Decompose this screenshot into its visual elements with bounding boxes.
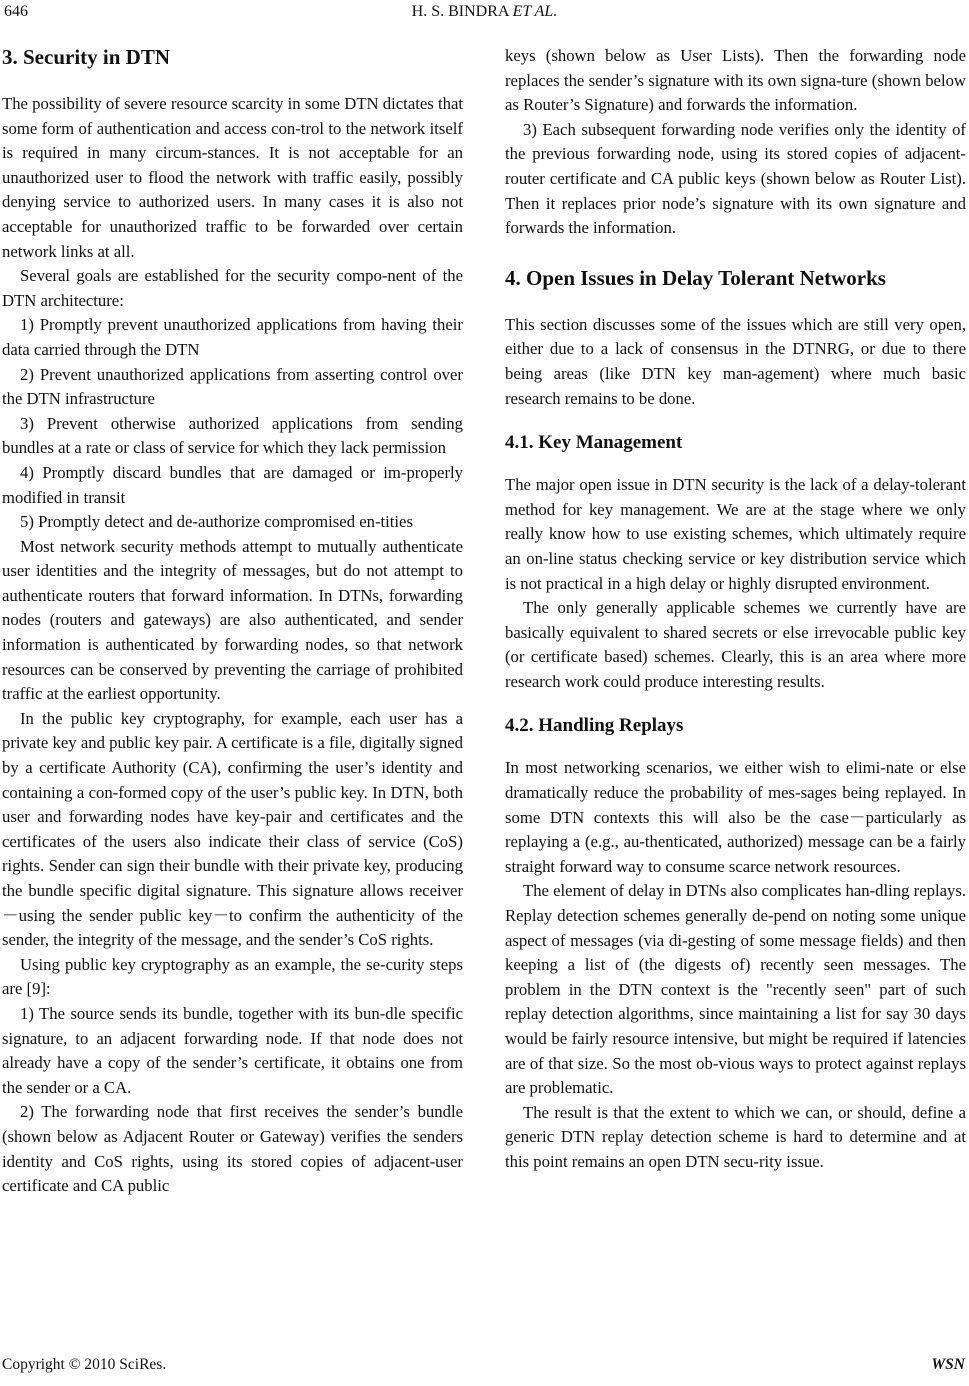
paragraph: Several goals are established for the security compo-nent of the DTN architecture: [2,266,463,310]
paragraph: keys (shown below as User Lists). Then the forwarding node replaces the sender’s signature with its own signa-ture (shown below as Router’s Signature) and forwards the information. [505,46,966,115]
section-4-1-title: 4.1. Key Management [505,432,683,454]
list-item: 3) Prevent otherwise authorized applications from sending bundles at a rate or class of service for which they lack permission [2,413,463,458]
list-item: 1) Promptly prevent unauthorized applications from having their data carried through the DTN [2,315,463,359]
author-name: H. S. BINDRA [411,3,509,20]
copyright-notice: Copyright © 2010 SciRes. [2,1356,167,1373]
page-number: 646 [4,3,28,20]
paragraph: The result is that the extent to which we can, or should, define a generic DTN replay detection scheme is hard to determine and at this point remains an open DTN secu-rity issue. [505,1102,966,1171]
list-item: 2) The forwarding node that first receives the sender’s bundle (shown below as Adjacent Router or Gateway) verifies the senders identity and CoS rights, using its stored copies of adjacent-user certificate and CA public [2,1102,463,1196]
et-al: ET AL. [512,3,558,20]
left-column [2,44,463,1199]
list-item: 1) The source sends its bundle, together with its bun-dle specific signature, to an adjacent forwarding node. If that node does not already have a copy of the sender’s certificate, it obtains one from the sender or a CA. [2,1003,463,1097]
section-4-title: 4. Open Issues in Delay Tolerant Networks [505,265,886,290]
running-authors [0,3,969,21]
list-item: 2) Prevent unauthorized applications from asserting control over the DTN infrastructure [2,364,463,409]
section-3-title: 3. Security in DTN [2,45,170,69]
list-item: 3) Each subsequent forwarding node verifies only the identity of the previous forwarding node, using its stored copies of adjacent-router certificate and CA public keys (shown below as Router List). Then it replaces prior node’s signature with its own signature and forwards the information. [505,119,966,238]
journal-abbreviation: WSN [931,1356,965,1373]
list-item: 4) Promptly discard bundles that are damaged or im-properly modified in transit [2,462,463,507]
paragraph: The possibility of severe resource scarcity in some DTN dictates that some form of authentication and access con-trol to the network itself is required in many circum-stances. It is not acceptable for an unauthorized user to flood the network with traffic easily, possibly denying service to authorized users. In many cases it is also not acceptable for unauthorized traffic to be forwarded over certain network links at all. [2,94,463,261]
paragraph: This section discusses some of the issues which are still very open, either due to a lack of consensus in the DTNRG, or due to there being areas (like DTN key man-agement) where much basic research remains to be done. [505,314,966,408]
right-column [505,44,966,1175]
paragraph: The element of delay in DTNs also complicates han-dling replays. Replay detection schemes generally de-pend on noting some unique aspect of messages (via di-gesting of some message fields) and then keeping a list of (the digests of) recently seen messages. The problem in the DTN context is the "recently seen" part of such replay detection algorithms, since maintaining a list for say 30 days would be fairly resource intensive, but might be required if latencies are of that size. So the most ob-vious ways to protect against replays are problematic. [505,881,967,1098]
running-header [0,0,969,30]
paragraph: In the public key cryptography, for example, each user has a private key and public key pair. A certificate is a file, digitally signed by a certificate Authority (CA), confirming the user’s identity and containing a con-formed copy of the user’s public key. In DTN, both user and forwarding nodes have key-pair and certificates and the certificates of the users also indicate their class of service (CoS) rights. Sender can sign their bundle with their private key, producing the bundle specific digital signature. This signature allows receiver－using the sender public key－to confirm the authenticity of the sender, the integrity of the message, and the sender’s CoS rights. [2,708,463,950]
paragraph: In most networking scenarios, we either wish to elimi-nate or else dramatically reduce the probability of mes-sages being replayed. In some DTN contexts this will also be the case－particularly as replaying a (e.g., au-thenticated, authorized) message can be a fairly straight forward way to consume scarce network resources. [505,758,966,876]
paragraph: Using public key cryptography as an example, the se-curity steps are [9]: [2,954,463,999]
page-footer [0,1356,969,1380]
paragraph: The only generally applicable schemes we currently have are basically equivalent to shared secrets or else irrevocable public key (or certificate based) schemes. Clearly, this is an area where more research work could produce interesting results. [505,598,966,691]
paragraph: The major open issue in DTN security is the lack of a delay-tolerant method for key management. We are at the stage where we only really know how to use existing schemes, which ultimately require an on-line status checking service or key distribution service which is not practical in a high delay or highly disrupted environment. [505,475,966,593]
list-item: 5) Promptly detect and de-authorize compromised en-tities [20,512,413,532]
paragraph: Most network security methods attempt to mutually authenticate user identities and the integrity of messages, but do not attempt to authenticate routers that forward information. In DTNs, forwarding nodes (routers and gateways) are also authenticated, and sender information is authenticated by forwarding nodes, so that network resources can be conserved by preventing the carriage of prohibited traffic at the earliest opportunity. [2,536,463,704]
section-4-2-title: 4.2. Handling Replays [505,715,684,737]
